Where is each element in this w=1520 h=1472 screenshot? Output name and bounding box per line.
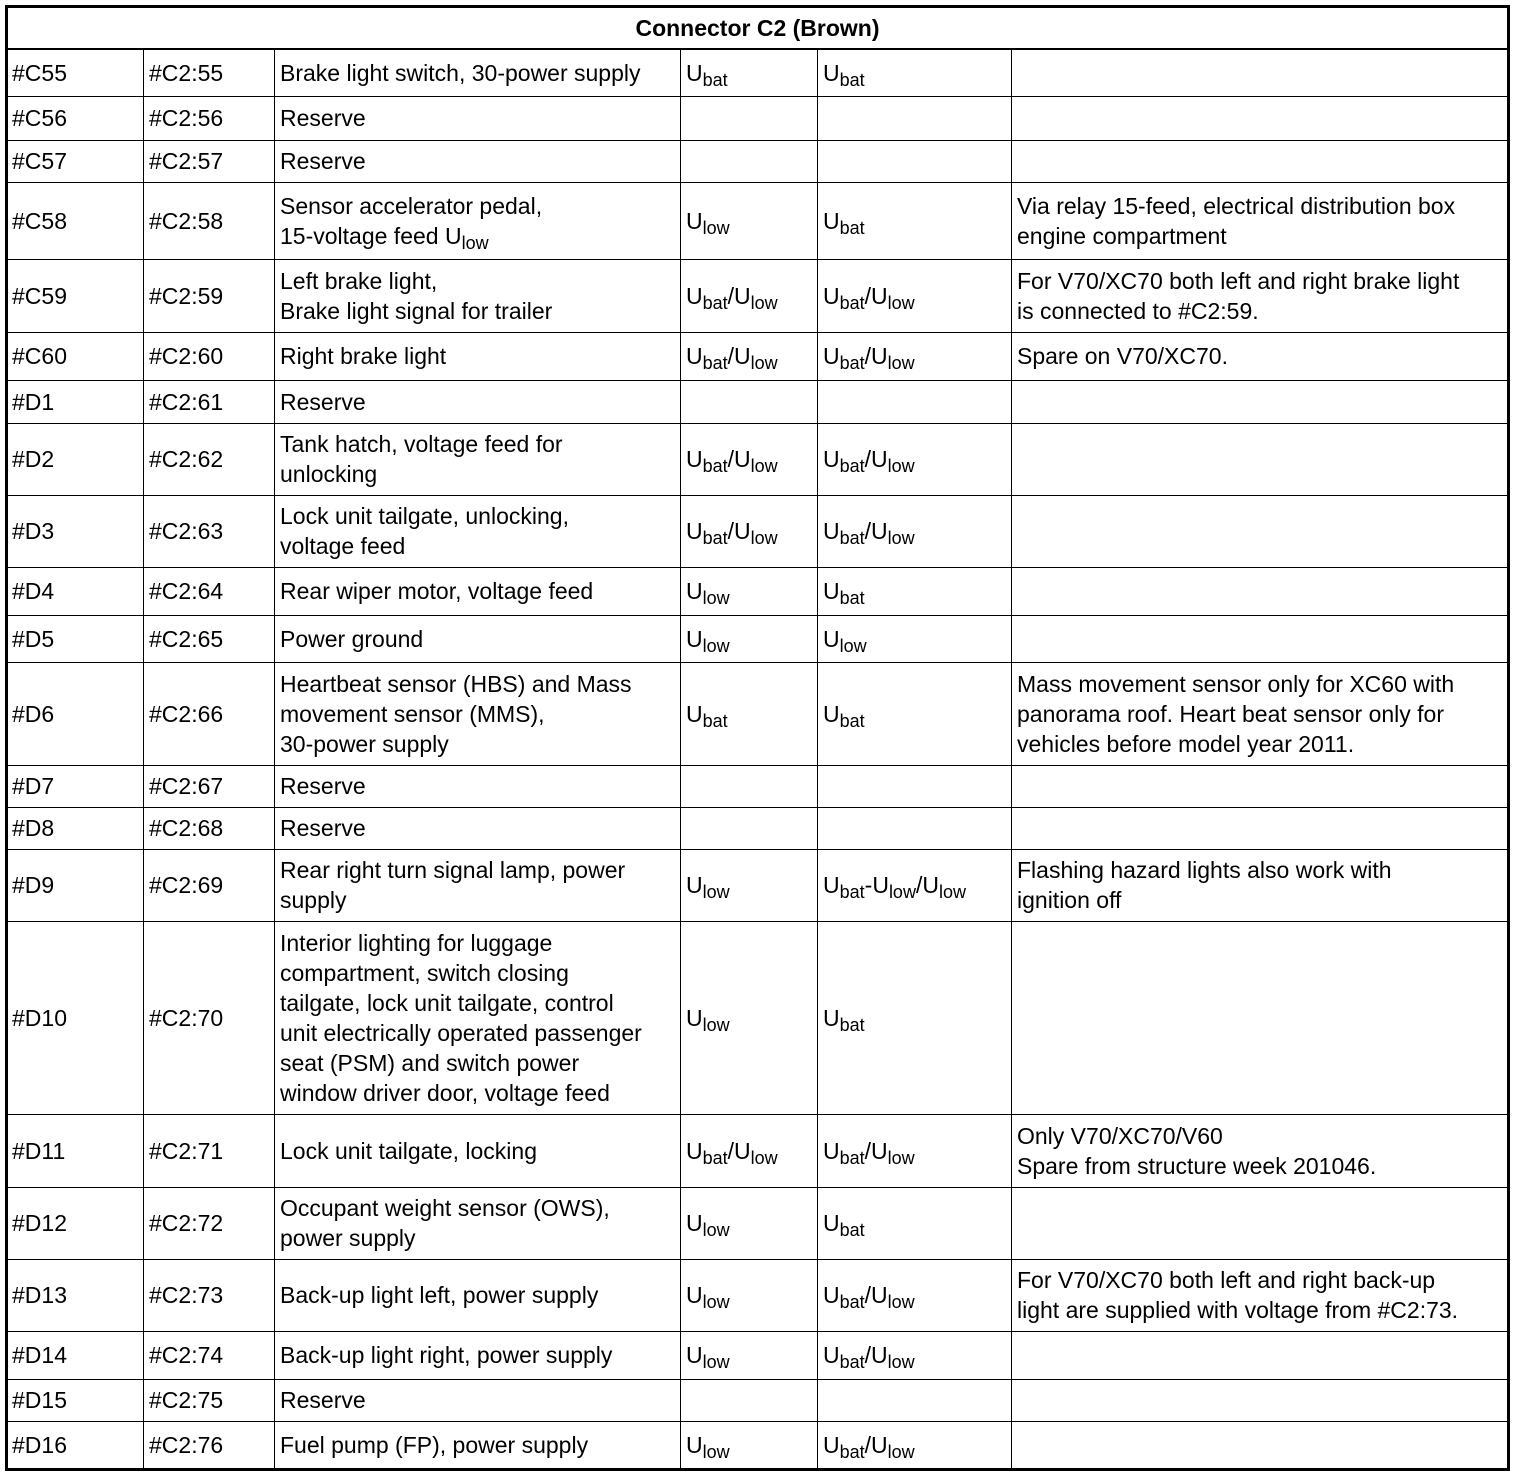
ref-cell: #D6: [7, 662, 144, 765]
voltage-1-cell: $U_{bat}/U_{low}$: [681, 423, 818, 495]
description-cell: Tank hatch, voltage feed for unlocking: [275, 423, 681, 495]
voltage-1-cell: $U_{low}$: [681, 849, 818, 921]
voltage-1-cell: $U_{low}$: [681, 567, 818, 615]
ref-cell: #D7: [7, 765, 144, 807]
note-cell: [1012, 567, 1509, 615]
ref-cell: #D12: [7, 1187, 144, 1259]
pin-cell: #C2:71: [144, 1114, 275, 1187]
description-cell: Rear wiper motor, voltage feed: [275, 567, 681, 615]
table-row: [7, 1114, 1509, 1187]
ref-cell: #C55: [7, 49, 144, 96]
voltage-1-cell: [681, 1379, 818, 1421]
voltage-1-cell: $U_{bat}$: [681, 49, 818, 96]
voltage-1-cell: $U_{low}$: [681, 182, 818, 259]
voltage-2-cell: [818, 765, 1012, 807]
voltage-2-cell: $U_{bat}/U_{low}$: [818, 423, 1012, 495]
pin-cell: #C2:65: [144, 615, 275, 662]
ref-cell: #D1: [7, 380, 144, 423]
voltage-2-cell: $U_{bat}/U_{low}$: [818, 1331, 1012, 1379]
ref-cell: #C56: [7, 96, 144, 140]
note-cell: [1012, 380, 1509, 423]
pin-cell: #C2:72: [144, 1187, 275, 1259]
note-cell: [1012, 96, 1509, 140]
note-cell: [1012, 140, 1509, 182]
ref-cell: #D2: [7, 423, 144, 495]
ref-cell: #D14: [7, 1331, 144, 1379]
description-cell: Right brake light: [275, 332, 681, 380]
description-cell: Back-up light right, power supply: [275, 1331, 681, 1379]
voltage-1-cell: $U_{bat}/U_{low}$: [681, 1114, 818, 1187]
table-row: [7, 140, 1509, 182]
table-row: [7, 259, 1509, 332]
table-row: [7, 332, 1509, 380]
pin-cell: #C2:75: [144, 1379, 275, 1421]
table-row: [7, 182, 1509, 259]
voltage-2-cell: [818, 1379, 1012, 1421]
table-row: [7, 1331, 1509, 1379]
pin-cell: #C2:56: [144, 96, 275, 140]
voltage-1-cell: [681, 140, 818, 182]
pin-cell: #C2:62: [144, 423, 275, 495]
voltage-1-cell: $U_{bat}/U_{low}$: [681, 495, 818, 567]
pin-cell: #C2:66: [144, 662, 275, 765]
description-cell: Reserve: [275, 96, 681, 140]
table-row: [7, 380, 1509, 423]
pin-cell: #C2:60: [144, 332, 275, 380]
description-cell: Fuel pump (FP), power supply: [275, 1421, 681, 1469]
voltage-2-cell: [818, 96, 1012, 140]
voltage-2-cell: $U_{low}$: [818, 615, 1012, 662]
voltage-2-cell: $U_{bat}/U_{low}$: [818, 495, 1012, 567]
voltage-2-cell: [818, 380, 1012, 423]
voltage-2-cell: [818, 807, 1012, 849]
note-cell: Only V70/XC70/V60 Spare from structure week 201046.: [1012, 1114, 1509, 1187]
voltage-1-cell: $U_{low}$: [681, 615, 818, 662]
table-row: [7, 765, 1509, 807]
voltage-1-cell: $U_{low}$: [681, 1421, 818, 1469]
description-cell: Reserve: [275, 807, 681, 849]
voltage-2-cell: $U_{bat}/U_{low}$: [818, 1259, 1012, 1331]
description-cell: Heartbeat sensor (HBS) and Mass movement sensor (MMS), 30-power supply: [275, 662, 681, 765]
description-cell: Left brake light, Brake light signal for trailer: [275, 259, 681, 332]
pin-cell: #C2:58: [144, 182, 275, 259]
table-body: [7, 49, 1509, 1469]
table-row: [7, 1421, 1509, 1469]
ref-cell: #D10: [7, 921, 144, 1114]
pin-cell: #C2:57: [144, 140, 275, 182]
note-cell: [1012, 1187, 1509, 1259]
note-cell: [1012, 423, 1509, 495]
note-cell: [1012, 1421, 1509, 1469]
ref-cell: #C59: [7, 259, 144, 332]
description-cell: Reserve: [275, 380, 681, 423]
voltage-1-cell: $U_{low}$: [681, 921, 818, 1114]
ref-cell: #D3: [7, 495, 144, 567]
table-row: [7, 662, 1509, 765]
note-cell: [1012, 765, 1509, 807]
voltage-2-cell: $U_{bat}$: [818, 662, 1012, 765]
voltage-2-cell: $U_{bat}/U_{low}$: [818, 332, 1012, 380]
description-cell: Reserve: [275, 765, 681, 807]
pin-cell: #C2:67: [144, 765, 275, 807]
pin-cell: #C2:64: [144, 567, 275, 615]
note-cell: [1012, 921, 1509, 1114]
voltage-2-cell: $U_{bat}$: [818, 1187, 1012, 1259]
voltage-2-cell: $U_{bat}$: [818, 921, 1012, 1114]
pin-cell: #C2:73: [144, 1259, 275, 1331]
note-cell: [1012, 1379, 1509, 1421]
note-cell: [1012, 807, 1509, 849]
table-row: [7, 495, 1509, 567]
note-cell: Mass movement sensor only for XC60 with panorama roof. Heart beat sensor only for vehicles before model year 2011.: [1012, 662, 1509, 765]
description-cell: Sensor accelerator pedal, 15-voltage feed $U_{low}$: [275, 182, 681, 259]
voltage-2-cell: $U_{bat}$: [818, 49, 1012, 96]
pin-cell: #C2:55: [144, 49, 275, 96]
ref-cell: #D9: [7, 849, 144, 921]
table-title: Connector C2 (Brown): [7, 7, 1509, 50]
voltage-1-cell: [681, 96, 818, 140]
ref-cell: #C58: [7, 182, 144, 259]
pin-cell: #C2:68: [144, 807, 275, 849]
voltage-1-cell: $U_{low}$: [681, 1259, 818, 1331]
voltage-1-cell: $U_{bat}/U_{low}$: [681, 332, 818, 380]
table-row: [7, 96, 1509, 140]
voltage-1-cell: [681, 807, 818, 849]
voltage-1-cell: $U_{bat}/U_{low}$: [681, 259, 818, 332]
pin-cell: #C2:74: [144, 1331, 275, 1379]
table-row: [7, 567, 1509, 615]
note-cell: [1012, 1331, 1509, 1379]
table-row: [7, 615, 1509, 662]
voltage-2-cell: $U_{bat}/U_{low}$: [818, 259, 1012, 332]
voltage-2-cell: $U_{bat}-U_{low}/U_{low}$: [818, 849, 1012, 921]
table-title-row: [7, 7, 1509, 50]
ref-cell: #D8: [7, 807, 144, 849]
pin-cell: #C2:63: [144, 495, 275, 567]
voltage-2-cell: $U_{bat}/U_{low}$: [818, 1421, 1012, 1469]
ref-cell: #D5: [7, 615, 144, 662]
voltage-2-cell: $U_{bat}$: [818, 567, 1012, 615]
table-row: [7, 807, 1509, 849]
pin-cell: #C2:59: [144, 259, 275, 332]
voltage-2-cell: $U_{bat}/U_{low}$: [818, 1114, 1012, 1187]
table-row: [7, 49, 1509, 96]
description-cell: Rear right turn signal lamp, power supply: [275, 849, 681, 921]
description-cell: Occupant weight sensor (OWS), power supply: [275, 1187, 681, 1259]
ref-cell: #D16: [7, 1421, 144, 1469]
table-row: [7, 921, 1509, 1114]
ref-cell: #D11: [7, 1114, 144, 1187]
voltage-2-cell: $U_{bat}$: [818, 182, 1012, 259]
ref-cell: #D13: [7, 1259, 144, 1331]
table-row: [7, 1187, 1509, 1259]
connector-table: [5, 5, 1510, 1471]
description-cell: Back-up light left, power supply: [275, 1259, 681, 1331]
note-cell: For V70/XC70 both left and right back-up light are supplied with voltage from #C2:73.: [1012, 1259, 1509, 1331]
pin-cell: #C2:61: [144, 380, 275, 423]
pin-cell: #C2:70: [144, 921, 275, 1114]
description-cell: Brake light switch, 30-power supply: [275, 49, 681, 96]
ref-cell: #D4: [7, 567, 144, 615]
voltage-1-cell: $U_{bat}$: [681, 662, 818, 765]
note-cell: Spare on V70/XC70.: [1012, 332, 1509, 380]
note-cell: [1012, 49, 1509, 96]
voltage-1-cell: $U_{low}$: [681, 1331, 818, 1379]
ref-cell: #C57: [7, 140, 144, 182]
table-row: [7, 1259, 1509, 1331]
ref-cell: #D15: [7, 1379, 144, 1421]
note-cell: Via relay 15-feed, electrical distribution box engine compartment: [1012, 182, 1509, 259]
voltage-1-cell: $U_{low}$: [681, 1187, 818, 1259]
description-cell: Lock unit tailgate, unlocking, voltage feed: [275, 495, 681, 567]
pin-cell: #C2:69: [144, 849, 275, 921]
note-cell: For V70/XC70 both left and right brake light is connected to #C2:59.: [1012, 259, 1509, 332]
note-cell: Flashing hazard lights also work with ignition off: [1012, 849, 1509, 921]
description-cell: Power ground: [275, 615, 681, 662]
description-cell: Reserve: [275, 140, 681, 182]
voltage-1-cell: [681, 380, 818, 423]
table-row: [7, 423, 1509, 495]
description-cell: Lock unit tailgate, locking: [275, 1114, 681, 1187]
table-row: [7, 849, 1509, 921]
ref-cell: #C60: [7, 332, 144, 380]
description-cell: Interior lighting for luggage compartment, switch closing tailgate, lock unit tailgate, control unit electrically operated passenger seat (PSM) and switch power window driver door, voltage feed: [275, 921, 681, 1114]
table-row: [7, 1379, 1509, 1421]
note-cell: [1012, 615, 1509, 662]
voltage-1-cell: [681, 765, 818, 807]
note-cell: [1012, 495, 1509, 567]
description-cell: Reserve: [275, 1379, 681, 1421]
pin-cell: #C2:76: [144, 1421, 275, 1469]
voltage-2-cell: [818, 140, 1012, 182]
